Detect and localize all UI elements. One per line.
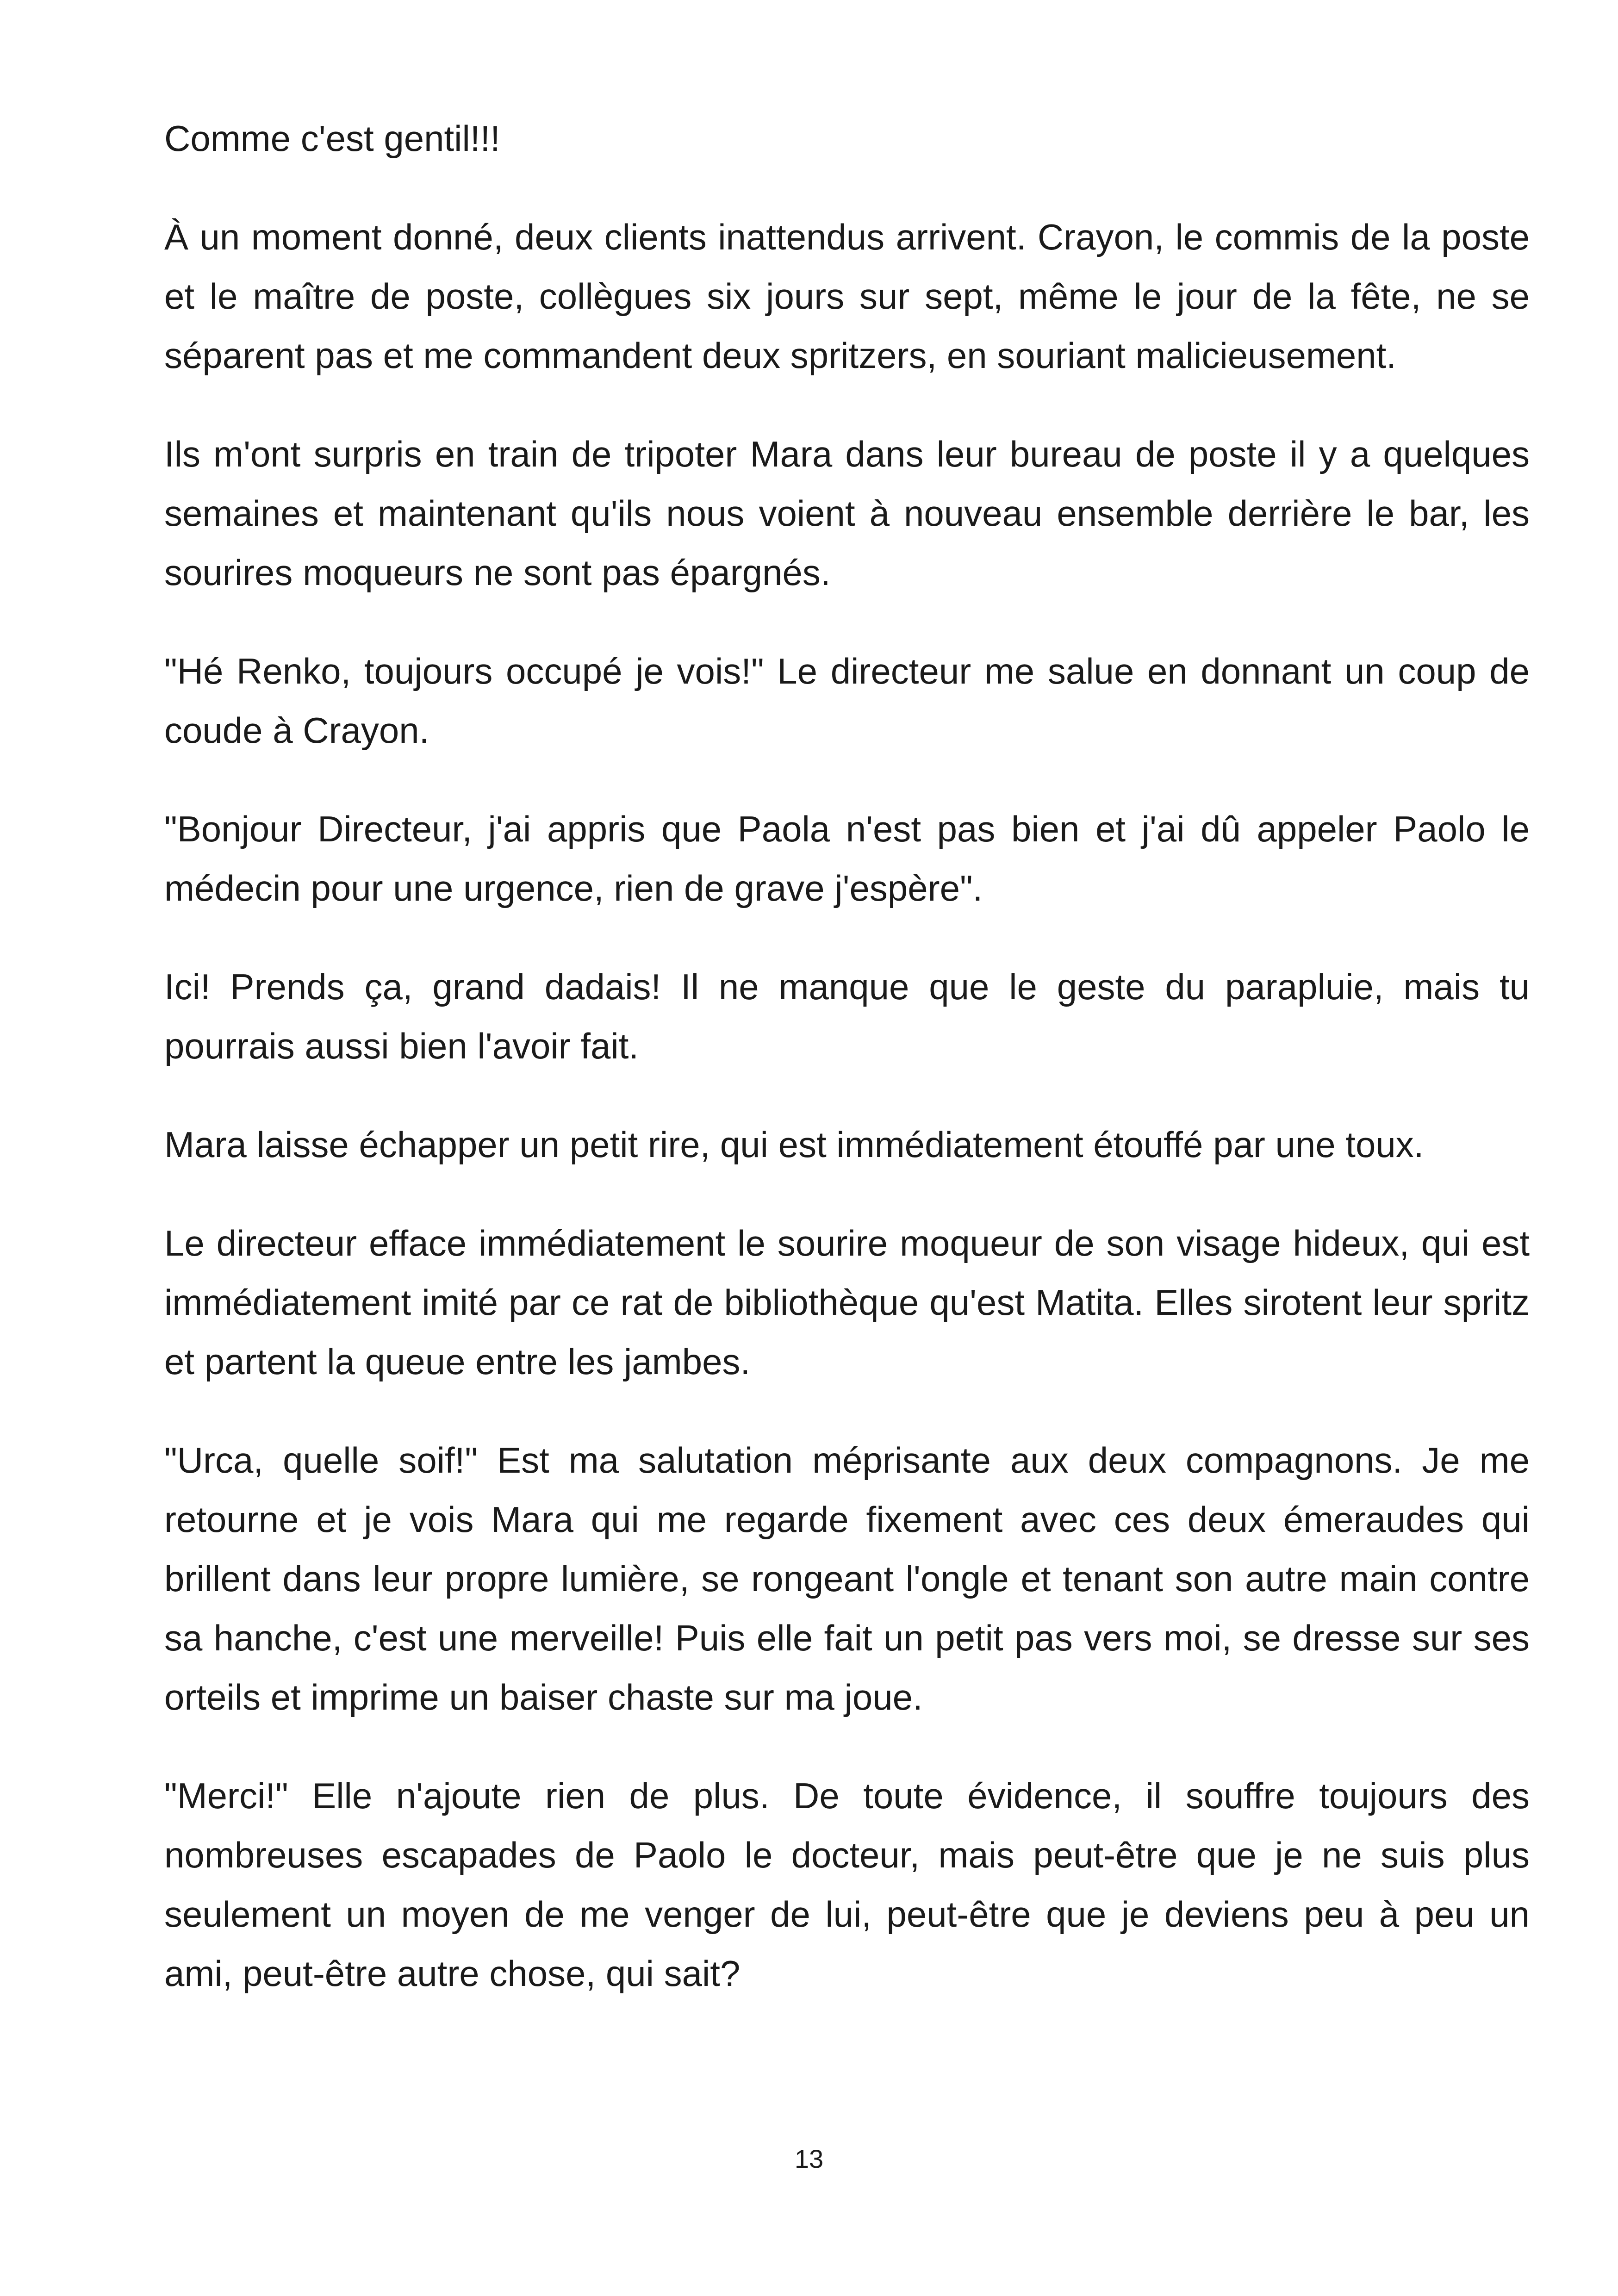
paragraph: Comme c'est gentil!!!	[164, 118, 500, 159]
paragraph: Le directeur efface immédiatement le sourire moqueur de son visage hideux, qui est immédiatement imité par ce rat de bibliothèque qu'est Matita. Elles sirotent leur spritz et partent la queue entre les jambes.	[164, 1223, 1530, 1382]
paragraph: Ils m'ont surpris en train de tripoter Mara dans leur bureau de poste il y a quelques semaines et maintenant qu'ils nous voient à nouveau ensemble derrière le bar, les sourires moqueurs ne sont pas épargnés.	[164, 434, 1530, 593]
paragraph: "Bonjour Directeur, j'ai appris que Paola n'est pas bien et j'ai dû appeler Paolo le médecin pour une urgence, rien de grave j'espère".	[164, 809, 1530, 908]
paragraph: "Merci!" Elle n'ajoute rien de plus. De toute évidence, il souffre toujours des nombreuses escapades de Paolo le docteur, mais peut-être que je ne suis plus seulement un moyen de me venger de lui, peut-être que je deviens peu à peu un ami, peut-être autre chose, qui sait?	[164, 1775, 1530, 1994]
page-number: 13	[794, 2144, 824, 2173]
paragraph: À un moment donné, deux clients inattendus arrivent. Crayon, le commis de la poste et le maître de poste, collègues six jours sur sept, même le jour de la fête, ne se séparent pas et me commandent deux spritzers, en souriant malicieusement.	[164, 217, 1530, 376]
paragraph: Ici! Prends ça, grand dadais! Il ne manque que le geste du parapluie, mais tu pourrais aussi bien l'avoir fait.	[164, 966, 1530, 1066]
paragraph: Mara laisse échapper un petit rire, qui est immédiatement étouffé par une toux.	[164, 1124, 1424, 1165]
paragraph: "Hé Renko, toujours occupé je vois!" Le directeur me salue en donnant un coup de coude à Crayon.	[164, 651, 1530, 751]
paragraph: "Urca, quelle soif!" Est ma salutation méprisante aux deux compagnons. Je me retourne et je vois Mara qui me regarde fixement avec ces deux émeraudes qui brillent dans leur propre lumière, se rongeant l'ongle et tenant son autre main contre sa hanche, c'est une merveille! Puis elle fait un petit pas vers moi, se dresse sur ses orteils et imprime un baiser chaste sur ma joue.	[164, 1440, 1530, 1717]
page-body	[164, 109, 1530, 2042]
